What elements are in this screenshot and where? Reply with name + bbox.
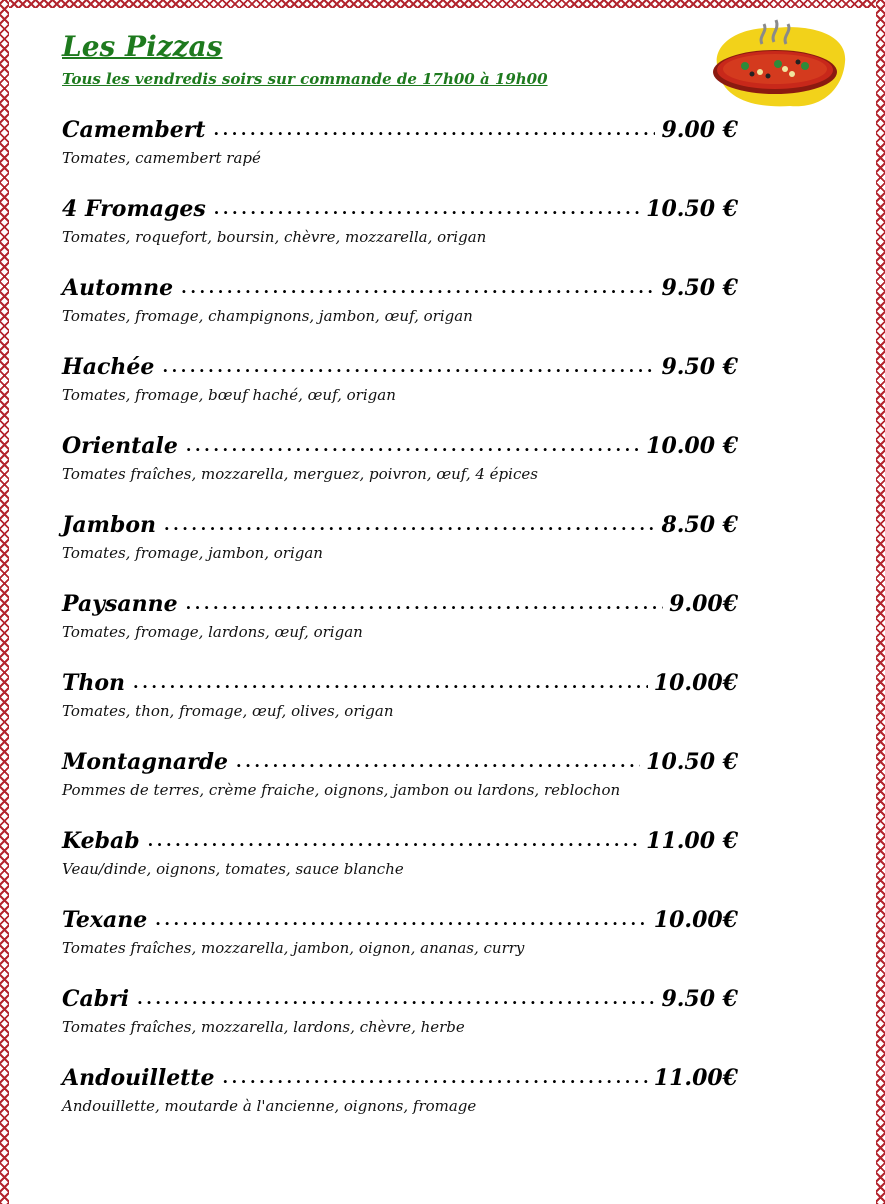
menu-item <box>62 745 738 824</box>
menu-item-description: Tomates fraîches, mozzarella, lardons, chèvre, herbe <box>62 1018 465 1036</box>
menu-item <box>62 587 738 666</box>
menu-item-name: Camembert <box>62 117 206 143</box>
menu-item-description: Tomates, fromage, champignons, jambon, œuf, origan <box>62 307 473 325</box>
menu-item-price: 11.00€ <box>653 1065 738 1091</box>
menu-item <box>62 824 738 903</box>
menu-item-description: Andouillette, moutarde à l'ancienne, oignons, fromage <box>62 1097 477 1115</box>
menu-item-header <box>62 1061 738 1095</box>
menu-item-description: Tomates, fromage, bœuf haché, œuf, origan <box>62 386 396 404</box>
menu-item-header <box>62 824 738 858</box>
menu-item-name: Orientale <box>62 433 178 459</box>
menu-item <box>62 192 738 271</box>
menu-item-description: Tomates fraîches, mozzarella, merguez, poivron, œuf, 4 épices <box>62 465 538 483</box>
leader-dots <box>214 192 640 226</box>
menu-item-header <box>62 587 738 621</box>
menu-item-price: 10.50 € <box>646 196 738 222</box>
menu-item-price: 9.00 € <box>661 117 738 143</box>
menu-item-name: Texane <box>62 907 148 933</box>
menu-item-name: Paysanne <box>62 591 178 617</box>
menu-item-description: Tomates, roquefort, boursin, chèvre, mozzarella, origan <box>62 228 487 246</box>
menu-item <box>62 903 738 982</box>
page-title: Les Pizzas <box>62 30 223 63</box>
menu-item-description: Tomates, thon, fromage, œuf, olives, origan <box>62 702 394 720</box>
leader-dots <box>181 271 655 305</box>
menu-item-header <box>62 745 738 779</box>
menu-item <box>62 113 738 192</box>
menu-item-name: Andouillette <box>62 1065 215 1091</box>
menu-item-description: Veau/dinde, oignons, tomates, sauce blanche <box>62 860 404 878</box>
menu-item-price: 9.00€ <box>669 591 738 617</box>
menu-item <box>62 1061 738 1140</box>
leader-dots <box>213 113 655 147</box>
leader-dots <box>162 350 655 384</box>
menu-item-name: Montagnarde <box>62 749 229 775</box>
menu-item-name: Jambon <box>62 512 156 538</box>
leader-dots <box>236 745 640 779</box>
menu-item-header <box>62 271 738 305</box>
menu-item-header <box>62 982 738 1016</box>
menu-item <box>62 350 738 429</box>
menu-item-name: 4 Fromages <box>62 196 206 222</box>
leader-dots <box>148 824 640 858</box>
menu-item-description: Pommes de terres, crème fraiche, oignons, jambon ou lardons, reblochon <box>62 781 621 799</box>
menu-item-description: Tomates fraîches, mozzarella, jambon, oignon, ananas, curry <box>62 939 525 957</box>
leader-dots <box>133 666 648 700</box>
menu-item-name: Hachée <box>62 354 155 380</box>
leader-dots <box>186 429 640 463</box>
menu-item-header <box>62 350 738 384</box>
menu-item-price: 8.50 € <box>661 512 738 538</box>
menu-item <box>62 982 738 1061</box>
menu-item-header <box>62 903 738 937</box>
menu-item-price: 10.00€ <box>653 670 738 696</box>
menu-item <box>62 666 738 745</box>
menu-item-description: Tomates, fromage, lardons, œuf, origan <box>62 623 363 641</box>
menu-header <box>62 30 702 90</box>
decorative-border-left <box>0 0 9 1204</box>
page-subtitle: Tous les vendredis soirs sur commande de 17h00 à 19h00 <box>62 70 548 88</box>
leader-dots <box>186 587 663 621</box>
menu-item-price: 9.50 € <box>661 354 738 380</box>
menu-item-header <box>62 113 738 147</box>
menu-item-header <box>62 508 738 542</box>
decorative-border-right <box>876 0 885 1204</box>
menu-item-description: Tomates, fromage, jambon, origan <box>62 544 323 562</box>
menu-item-price: 11.00 € <box>646 828 738 854</box>
menu-item-price: 9.50 € <box>661 275 738 301</box>
menu-item-header <box>62 192 738 226</box>
menu-item <box>62 271 738 350</box>
leader-dots <box>137 982 655 1016</box>
menu-item-price: 10.50 € <box>646 749 738 775</box>
leader-dots <box>155 903 648 937</box>
menu-item-price: 9.50 € <box>661 986 738 1012</box>
leader-dots <box>223 1061 648 1095</box>
pizza-menu-list <box>62 113 738 1140</box>
menu-item-price: 10.00€ <box>653 907 738 933</box>
menu-item-name: Kebab <box>62 828 140 854</box>
menu-item-name: Automne <box>62 275 174 301</box>
menu-item <box>62 429 738 508</box>
menu-item-header <box>62 666 738 700</box>
menu-item-price: 10.00 € <box>646 433 738 459</box>
menu-item-header <box>62 429 738 463</box>
menu-item <box>62 508 738 587</box>
leader-dots <box>164 508 655 542</box>
decorative-border-top <box>0 0 885 8</box>
menu-item-name: Thon <box>62 670 126 696</box>
pizza-icon <box>700 14 850 114</box>
menu-item-description: Tomates, camembert rapé <box>62 149 261 167</box>
menu-item-name: Cabri <box>62 986 130 1012</box>
